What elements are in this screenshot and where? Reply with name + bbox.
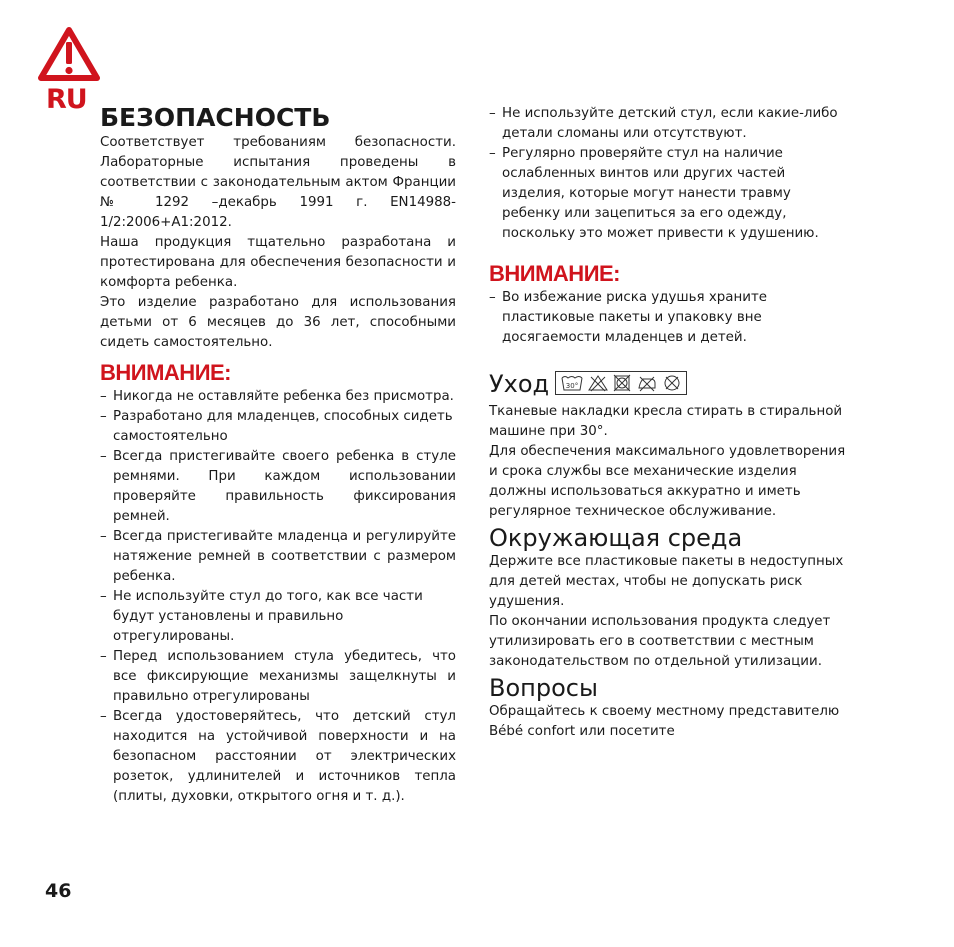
warning-item: – Разработано для младенцев, способных сидеть самостоятельно (100, 407, 456, 447)
environment-paragraph: Держите все пластиковые пакеты в недоступных для детей местах, чтобы не допускать риск удушения. (489, 554, 844, 609)
svg-text:30°: 30° (565, 382, 578, 390)
warning-item: – Всегда пристегивайте младенца и регулируйте натяжение ремней в соответствии с размером ребенка. (100, 527, 456, 587)
safety-paragraph: Соответствует требованиям безопасности. Лабораторные испытания проведены в соответствии с законодательным актом Франции № 1292 –декабрь 1991 г. EN14988-1/2:2006+A1:2012. (100, 135, 456, 230)
language-code: RU (46, 84, 87, 115)
warning-item: – Всегда пристегивайте своего ребенка в стуле ремнями. При каждом использовании проверяйте правильность фиксирования ремней. (100, 447, 456, 527)
care-symbols (555, 371, 687, 395)
warning-heading: ВНИМАНИЕ: (489, 261, 621, 286)
care-heading-row (489, 368, 849, 398)
care-heading: Уход (489, 370, 550, 398)
no-tumble-dry-icon (613, 374, 631, 392)
questions-paragraph: Обращайтесь к своему местному представителю Bébé confort или посетите (489, 704, 840, 739)
continued-warning-list (489, 104, 849, 244)
warning-triangle-icon (37, 26, 101, 83)
page-number: 46 (45, 880, 72, 902)
warning-item: – Всегда удостоверяйтесь, что детский стул находится на устойчивой поверхности и на безопасном расстоянии от электрических розеток, удлинителей и источников тепла (плиты, духовки, открытого огня и т. д.). (100, 707, 456, 807)
warning-item: – Во избежание риска удушья храните пластиковые пакеты и упаковку вне досягаемости младенцев и детей. (489, 288, 849, 348)
wash-30-icon (561, 374, 583, 392)
warning-item: – Не используйте стул до того, как все части будут установлены и правильно отрегулированы. (100, 587, 456, 647)
environment-paragraph: По окончании использования продукта следует утилизировать его в соответствии с местным законодательством по отдельной утилизации. (489, 614, 831, 669)
warning-list (100, 387, 456, 807)
no-iron-icon (636, 374, 658, 392)
care-paragraph: Для обеспечения максимального удовлетворения и срока службы все механические изделия должны использоваться аккуратно и иметь регулярное техническое обслуживание. (489, 444, 846, 519)
safety-paragraph: Наша продукция тщательно разработана и протестирована для обеспечения безопасности и комфорта ребенка. (100, 235, 456, 290)
safety-paragraph: Это изделие разработано для использования детьми от 6 месяцев до 36 лет, способными сидеть самостоятельно. (100, 295, 456, 350)
warning-item: – Никогда не оставляйте ребенка без присмотра. (100, 387, 456, 407)
left-column (100, 103, 456, 807)
right-column (489, 104, 849, 742)
no-bleach-icon (588, 374, 608, 392)
warning-list (489, 288, 849, 348)
environment-heading: Окружающая среда (489, 524, 743, 552)
safety-heading: БЕЗОПАСНОСТЬ (100, 103, 331, 132)
warning-item: – Перед использованием стула убедитесь, что все фиксирующие механизмы защелкнуты и правильно отрегулированы (100, 647, 456, 707)
questions-heading: Вопросы (489, 674, 598, 702)
warning-heading: ВНИМАНИЕ: (100, 360, 232, 385)
warning-item: – Не используйте детский стул, если какие-либо детали сломаны или отсутствуют. (489, 104, 849, 144)
warning-item: – Регулярно проверяйте стул на наличие ослабленных винтов или других частей изделия, которые могут нанести травму ребенку или зацепиться за его одежду, поскольку это может привести к удушению. (489, 144, 849, 244)
no-dry-clean-icon (663, 374, 681, 392)
care-paragraph: Тканевые накладки кресла стирать в стиральной машине при 30°. (489, 404, 843, 439)
